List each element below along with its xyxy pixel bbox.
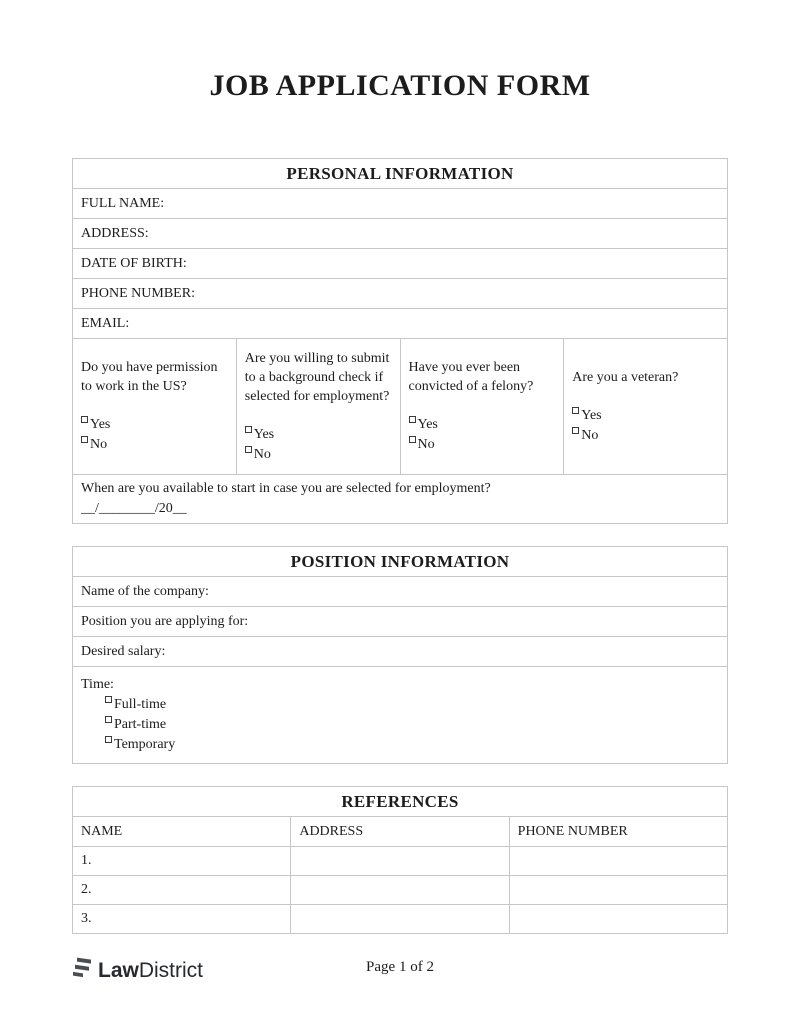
- felony-no-option[interactable]: [409, 435, 556, 455]
- background-check-yes-option[interactable]: [245, 425, 392, 445]
- phone-number-row[interactable]: [73, 279, 728, 309]
- full-name-row[interactable]: [73, 189, 728, 219]
- address-row[interactable]: [73, 219, 728, 249]
- references-phone-column-header: PHONE NUMBER: [509, 817, 727, 847]
- reference-3-number: 3.: [73, 905, 291, 934]
- reference-2-phone-cell[interactable]: [509, 876, 727, 905]
- reference-3-phone-cell[interactable]: [509, 905, 727, 934]
- position-applying-row[interactable]: [73, 607, 728, 637]
- desired-salary-row[interactable]: [73, 637, 728, 667]
- references-table: [72, 786, 728, 934]
- reference-row-1: [73, 847, 728, 876]
- reference-3-address-cell[interactable]: [291, 905, 509, 934]
- option-label: Yes: [253, 426, 275, 442]
- references-section-header: REFERENCES: [73, 787, 728, 817]
- date-of-birth-row[interactable]: [73, 249, 728, 279]
- address-field[interactable]: ADDRESS:: [73, 219, 728, 249]
- part-time-option[interactable]: [105, 715, 719, 735]
- question-cell-felony: [400, 339, 564, 475]
- availability-date-placeholder[interactable]: __/________/20__: [81, 501, 187, 516]
- position-applying-field[interactable]: Position you are applying for:: [73, 607, 728, 637]
- option-label: Part-time: [114, 717, 167, 732]
- reference-row-3: [73, 905, 728, 934]
- reference-1-phone-cell[interactable]: [509, 847, 727, 876]
- checkbox-icon[interactable]: [105, 736, 112, 743]
- reference-2-address-cell[interactable]: [291, 876, 509, 905]
- date-of-birth-field[interactable]: DATE OF BIRTH:: [73, 249, 728, 279]
- option-label: Temporary: [114, 737, 176, 752]
- brand-district-text: District: [138, 958, 204, 982]
- question-background-check: Are you willing to submit to a background check if selected for employment?: [244, 350, 390, 404]
- checkbox-icon[interactable]: [81, 416, 88, 423]
- phone-number-field[interactable]: PHONE NUMBER:: [73, 279, 728, 309]
- availability-cell[interactable]: [73, 475, 728, 524]
- temporary-option[interactable]: [105, 735, 719, 755]
- felony-yes-option[interactable]: [409, 415, 556, 435]
- email-row[interactable]: [73, 309, 728, 339]
- question-veteran: Are you a veteran?: [572, 369, 679, 385]
- question-felony: Have you ever been convicted of a felony?: [408, 360, 534, 394]
- work-permission-yes-option[interactable]: [81, 415, 228, 435]
- veteran-no-option[interactable]: [572, 426, 719, 446]
- work-permission-no-option[interactable]: [81, 435, 228, 455]
- option-label: No: [253, 446, 271, 462]
- full-name-field[interactable]: FULL NAME:: [73, 189, 728, 219]
- full-time-option[interactable]: [105, 695, 719, 715]
- time-cell: [73, 667, 728, 764]
- references-name-column-header: NAME: [73, 817, 291, 847]
- page-footer: [0, 953, 800, 993]
- time-label: Time:: [81, 677, 114, 692]
- checkbox-icon[interactable]: [409, 436, 416, 443]
- option-label: Yes: [417, 417, 438, 432]
- option-label: Yes: [90, 417, 111, 432]
- checkbox-icon[interactable]: [105, 696, 112, 703]
- reference-1-number: 1.: [73, 847, 291, 876]
- question-cell-work-permission: [73, 339, 237, 475]
- position-information-table: [72, 546, 728, 764]
- availability-question: When are you available to start in case you are selected for employment?: [81, 481, 491, 496]
- option-label: Yes: [581, 407, 602, 423]
- checkbox-icon[interactable]: [572, 427, 579, 434]
- question-work-permission: Do you have permission to work in the US?: [81, 360, 218, 394]
- checkbox-icon[interactable]: [105, 716, 112, 723]
- page-title: JOB APPLICATION FORM: [209, 69, 591, 102]
- question-cell-background-check: [236, 339, 400, 475]
- checkbox-icon[interactable]: [245, 426, 252, 433]
- email-field[interactable]: EMAIL:: [73, 309, 728, 339]
- checkbox-icon[interactable]: [572, 407, 579, 414]
- checkbox-icon[interactable]: [81, 436, 88, 443]
- question-cell-veteran: [564, 339, 728, 475]
- checkbox-icon[interactable]: [245, 446, 252, 453]
- checkbox-icon[interactable]: [409, 416, 416, 423]
- company-name-row[interactable]: [73, 577, 728, 607]
- position-section-header: POSITION INFORMATION: [73, 547, 728, 577]
- veteran-yes-option[interactable]: [572, 406, 719, 426]
- company-name-field[interactable]: Name of the company:: [73, 577, 728, 607]
- personal-section-header: PERSONAL INFORMATION: [73, 159, 728, 189]
- reference-row-2: [73, 876, 728, 905]
- background-check-no-option[interactable]: [245, 445, 392, 465]
- desired-salary-field[interactable]: Desired salary:: [73, 637, 728, 667]
- option-label: Full-time: [114, 697, 167, 712]
- page-indicator: Page 1 of 2: [366, 959, 434, 975]
- personal-information-table: [72, 158, 728, 524]
- option-label: No: [90, 437, 108, 452]
- reference-1-address-cell[interactable]: [291, 847, 509, 876]
- reference-2-number: 2.: [73, 876, 291, 905]
- option-label: No: [417, 437, 435, 452]
- brand-law-text: Law: [98, 958, 139, 982]
- option-label: No: [581, 427, 599, 443]
- references-address-column-header: ADDRESS: [291, 817, 509, 847]
